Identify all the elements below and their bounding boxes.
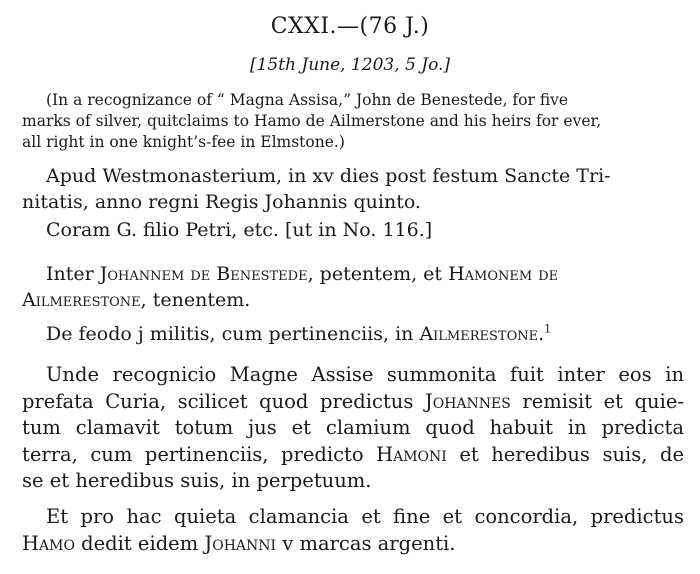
text-line (22, 261, 684, 287)
text-line (22, 442, 684, 469)
text-line: Coram G. filio Petri, etc. [ut in No. 116.] (46, 219, 433, 241)
text-fragment: , tenentem. (140, 289, 251, 311)
text-line: Apud Westmonasterium, in xv dies post festum Sancte Tri- (46, 165, 611, 187)
person-name: Hamoni (376, 442, 447, 466)
text-line: Unde recognicio Magne Assise summonita fuit inter eos in (46, 363, 684, 386)
place-and-date-paragraph (22, 163, 684, 215)
text-fragment: prefata Curia, scilicet quod predictus (22, 389, 425, 413)
person-name: Johanni (204, 531, 277, 555)
footnote-marker: 1 (544, 322, 552, 336)
text-line: Et pro hac quieta clamancia et fine et concordia, predictus (46, 505, 684, 528)
text-line (22, 531, 684, 558)
tenant-name-continued: Ailmerestone (22, 289, 141, 311)
recognizance-paragraph (22, 362, 684, 495)
text-line (22, 287, 684, 313)
summary-line: all right in one knight’s-fee in Elmstone.) (22, 133, 345, 151)
text-fragment: et heredibus suis, de (446, 442, 684, 466)
text-fragment: dedit eidem (74, 531, 205, 555)
text-fragment: , petentem, et (307, 263, 449, 285)
text-line (22, 389, 684, 416)
summary-line: marks of silver, quitclaims to Hamo de Ailmerstone and his heirs for ever, (22, 112, 602, 130)
charter-number-heading: CXXI.—(76 J.) (270, 14, 430, 39)
person-name: Hamo (22, 531, 75, 555)
text-fragment: v marcas argenti. (276, 531, 456, 555)
text-line: nitatis, anno regni Regis Johannis quinto. (22, 191, 421, 213)
text-fragment: terra, cum pertinenciis, predicto (22, 442, 377, 466)
summary-line: (In a recognizance of “ Magna Assisa,” John de Benestede, for five (46, 91, 569, 109)
parties-paragraph (22, 261, 684, 313)
text-fragment: Inter (46, 263, 100, 285)
petitioner-name: Johannem de Benestede (99, 263, 308, 285)
place-name: Ailmerestone. (419, 323, 545, 345)
person-name: Johannes (424, 389, 511, 413)
text-line: tum clamavit totum jus et clamium quod habuit in predicta (22, 416, 684, 439)
coram-paragraph (22, 217, 684, 243)
text-line: se et heredibus suis, in perpetuum. (22, 469, 372, 492)
text-fragment: remisit et quie- (510, 389, 684, 413)
text-fragment: De feodo j militis, cum pertinenciis, in (46, 323, 420, 345)
charter-date: [15th June, 1203, 5 Jo.] (249, 55, 451, 75)
tenant-name: Hamonem de (448, 263, 559, 285)
fee-paragraph (22, 321, 684, 347)
english-summary (22, 90, 678, 153)
payment-paragraph (22, 504, 684, 557)
text-line (22, 321, 684, 347)
